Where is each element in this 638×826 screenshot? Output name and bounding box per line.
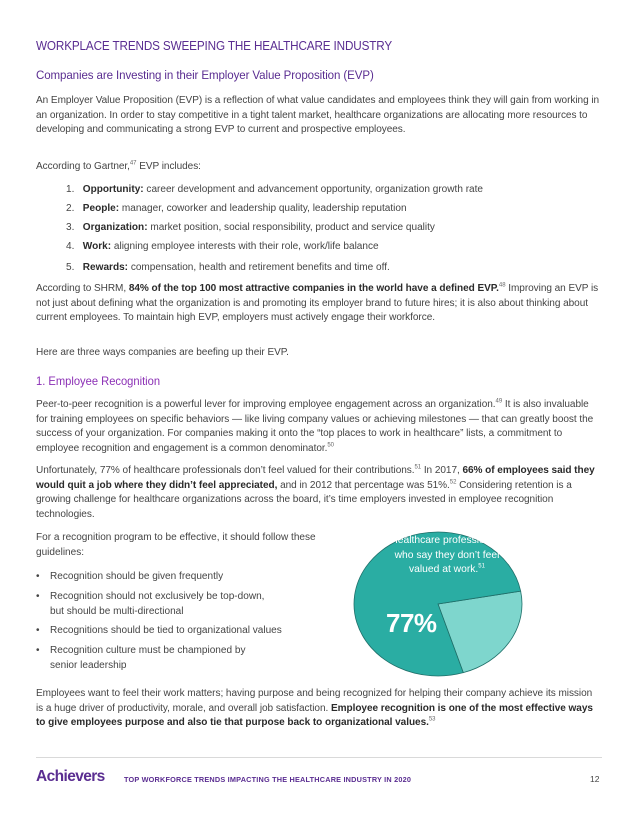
list-term: People:: [82, 203, 120, 214]
list-number: 2.: [66, 203, 75, 214]
list-term: Organization:: [82, 222, 148, 233]
evp-list-item: [66, 183, 586, 197]
list-term: Rewards:: [82, 262, 129, 273]
para-bold: 66% of employees said they would quit a job where they didn’t feel appreciated,: [36, 465, 595, 491]
pie-chart-label: [388, 534, 506, 578]
guideline-item: [36, 570, 326, 585]
para-text: Considering retention is a growing challenge for healthcare organizations across the board, it’s time employers invested in employee recognition technologies.: [36, 479, 572, 520]
page-header-title: WORKPLACE TRENDS SWEEPING THE HEALTHCARE INDUSTRY: [36, 39, 393, 53]
list-desc: manager, coworker and leadership quality, leadership reputation: [119, 203, 407, 214]
list-number: 3.: [66, 222, 75, 233]
guideline-text: Recognition culture must be championed by: [50, 645, 246, 656]
footnote-ref: 51: [478, 563, 485, 570]
guideline-text: Recognition should not exclusively be top-down,: [50, 591, 265, 602]
bullet-icon: •: [36, 591, 40, 602]
shrm-bold: 84% of the top 100 most attractive companies in the world have a defined EVP.: [128, 283, 499, 294]
bullet-icon: •: [36, 625, 40, 636]
evp-list-item: [66, 261, 586, 275]
footnote-ref: 47: [129, 160, 137, 167]
footnote-ref: 48: [498, 282, 506, 289]
footnote-ref: 53: [428, 716, 436, 723]
recognition-paragraph: [36, 398, 602, 456]
list-desc: aligning employee interests with their role, work/life balance: [111, 241, 379, 252]
closing-bold: Employee recognition is one of the most effective ways to give employees purpose and also tie that purpose back to organizational values.: [36, 702, 593, 729]
list-desc: compensation, health and retirement benefits and time off.: [128, 262, 390, 273]
guideline-text: Recognitions should be tied to organizational values: [50, 625, 282, 636]
list-number: 4.: [66, 241, 75, 252]
evp-list-item: [66, 221, 586, 235]
shrm-paragraph: [36, 282, 602, 326]
bullet-icon: •: [36, 645, 40, 656]
para-text: Unfortunately, 77% of healthcare professionals don’t feel valued for their contributions.: [36, 465, 415, 476]
para-text: and in 2012 that percentage was 51%.: [277, 479, 450, 491]
list-number: 1.: [66, 184, 75, 195]
pie-label-text: Healthcare professionals who say they don’t feel valued at work.: [390, 535, 504, 576]
shrm-text-after: Improving an EVP is not just about defining what the organization is and promoting its employer brand to future hires; it is also about thinking about current employees. To maintain high EVP, employers must actively engage their workforce.: [36, 283, 599, 324]
pie-value-label: 77%: [386, 608, 437, 638]
footnote-ref: 50: [327, 442, 334, 449]
recognition-text: Peer-to-peer recognition is a powerful lever for improving employee engagement across an organization.: [36, 399, 496, 410]
subsection-title: 1. Employee Recognition: [36, 374, 161, 388]
footnote-ref: 51: [414, 464, 422, 471]
achievers-logo: Achievers: [36, 768, 105, 785]
gartner-paragraph: [36, 160, 602, 175]
list-desc: market position, social responsibility, product and service quality: [147, 222, 435, 233]
section-title: Companies are Investing in their Employer Value Proposition (EVP): [36, 68, 374, 82]
unfortunately-paragraph: [36, 464, 602, 522]
three-ways-paragraph: Here are three ways companies are beefing up their EVP.: [36, 347, 289, 358]
bullet-icon: •: [36, 571, 40, 582]
intro-paragraph: An Employer Value Proposition (EVP) is a reflection of what value candidates and employees think they will gain from working in an organization. In order to stay competitive in a tight talent market, healthcare organizations are allocating more resources to developing and communicating a strong EVP to current and prospective employees.: [36, 95, 600, 136]
closing-text: Employees want to feel their work matters; having purpose and being recognized for helping their company achieve its mission is a huge driver of productivity, morale, and overall job satisfaction.: [36, 688, 593, 714]
guideline-item: [36, 590, 326, 619]
footer-divider: [36, 757, 602, 758]
recognition-text-middle: It is also invaluable for training employees on specific behaviors — like living company values or achieving milestones — that can greatly boost the success of your organization. For companies making it onto the “top places to work in healthcare” lists, a commitment to employee recognition and engagement is a common denominator.: [36, 399, 594, 454]
footnote-ref: 52: [449, 479, 457, 486]
guideline-item: [36, 644, 326, 673]
guideline-text-cont: senior leadership: [50, 659, 127, 671]
shrm-text: According to SHRM,: [36, 283, 129, 294]
list-term: Work:: [82, 241, 112, 252]
footer-title: TOP WORKFORCE TRENDS IMPACTING THE HEALTHCARE INDUSTRY IN 2020: [124, 775, 412, 784]
list-desc: career development and advancement opportunity, organization growth rate: [143, 184, 484, 195]
gartner-text: According to Gartner,: [36, 161, 130, 172]
para-text: In 2017,: [421, 465, 463, 476]
guidelines-intro: For a recognition program to be effective, it should follow these guidelines:: [36, 532, 316, 558]
list-number: 5.: [66, 262, 75, 273]
list-term: Opportunity:: [82, 184, 144, 195]
page-number: 12: [590, 774, 600, 784]
guideline-text-cont: but should be multi-directional: [50, 605, 184, 617]
guideline-text: Recognition should be given frequently: [50, 571, 224, 582]
gartner-text-after: EVP includes:: [136, 161, 201, 172]
footnote-ref: 49: [495, 398, 503, 405]
evp-list-item: [66, 202, 586, 216]
guideline-item: [36, 624, 326, 639]
evp-list-item: [66, 240, 586, 254]
closing-paragraph: [36, 687, 602, 731]
